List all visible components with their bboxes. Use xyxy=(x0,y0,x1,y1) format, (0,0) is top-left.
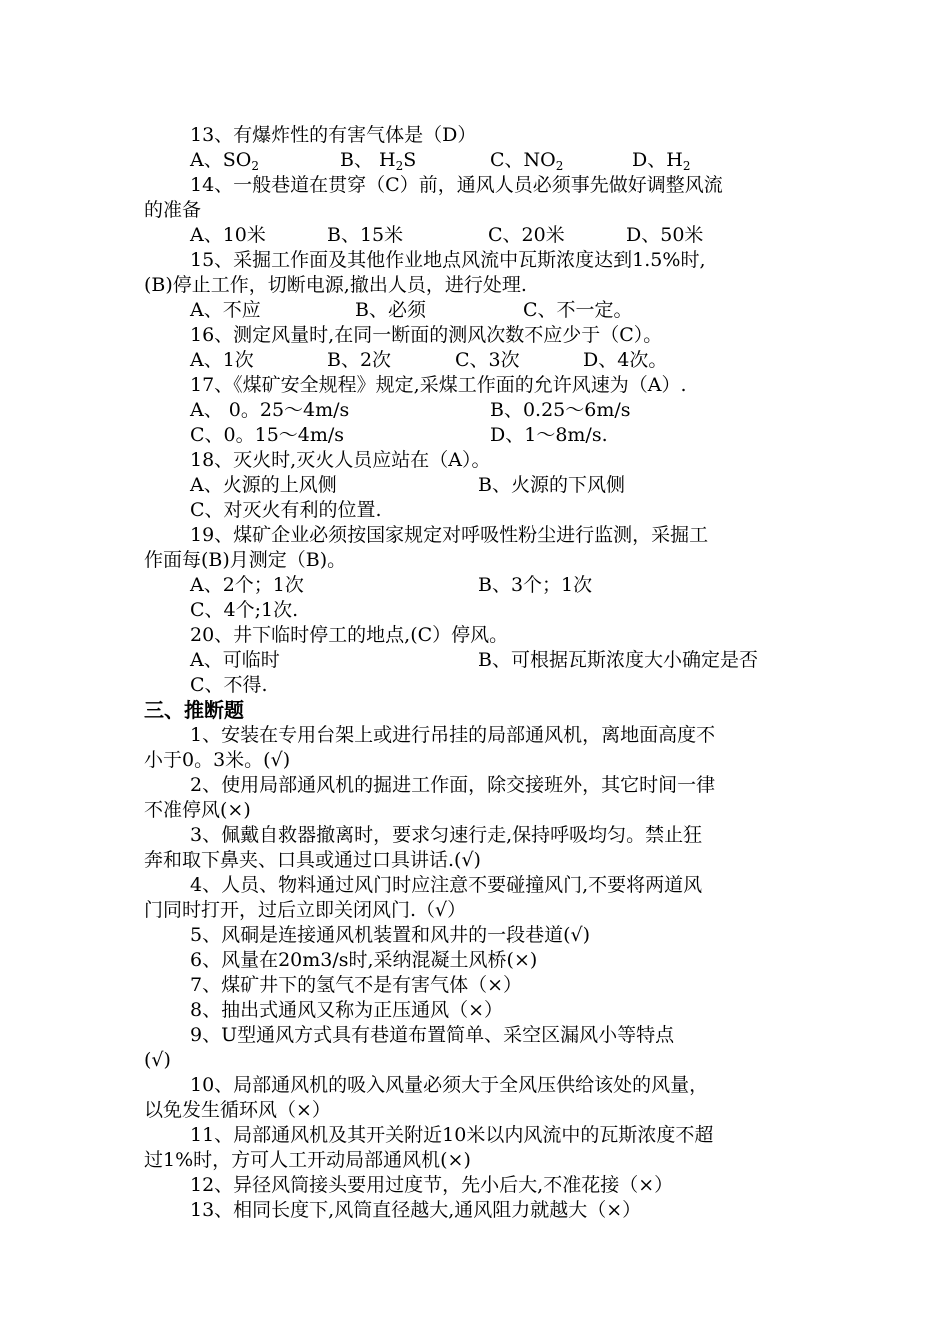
question-14-stem-line2: 的准备 xyxy=(144,199,202,221)
question-15-option-b: B、必须 xyxy=(355,299,426,321)
judgement-item-1-line2: 小于0。3米。(√) xyxy=(144,749,291,771)
judgement-item-6: 6、风量在20m3/s时,采纳混凝土风桥(×) xyxy=(190,949,538,971)
judgement-item-10-line2: 以免发生循环风（×） xyxy=(144,1099,331,1121)
question-20-option-c: C、不得. xyxy=(190,674,268,696)
question-19-stem-line2: 作面每(B)月测定（B)。 xyxy=(144,549,347,571)
question-19-option-b: B、3个；1次 xyxy=(478,574,593,596)
judgement-item-3-line2: 奔和取下鼻夹、口具或通过口具讲话.(√) xyxy=(144,849,481,871)
judgement-item-10-line1: 10、局部通风机的吸入风量必须大于全风压供给该处的风量， xyxy=(190,1074,709,1096)
question-18-option-b: B、火源的下风侧 xyxy=(478,474,625,496)
question-18-option-c: C、对灭火有利的位置. xyxy=(190,499,382,521)
question-17-option-c: C、0。15～4m/s xyxy=(190,424,345,446)
judgement-item-9-line2: (√) xyxy=(144,1049,171,1071)
question-13-option-a: A、$SO_2$ xyxy=(190,149,259,173)
judgement-item-2-line2: 不准停风(×) xyxy=(144,799,251,821)
question-15-stem-line2: (B)停止工作，切断电源,撤出人员，进行处理. xyxy=(144,274,527,296)
question-14-stem-line1: 14、一般巷道在贯穿（C）前，通风人员必须事先做好调整风流 xyxy=(190,174,723,196)
question-16-option-a: A、1次 xyxy=(190,349,254,371)
question-13-option-d: D、$H_2$ xyxy=(632,149,691,173)
question-16-stem: 16、测定风量时,在同一断面的测风次数不应少于（C）。 xyxy=(190,324,663,346)
judgement-item-4-line2: 门同时打开，过后立即关闭风门.（√） xyxy=(144,899,467,921)
question-19-option-a: A、2个；1次 xyxy=(190,574,304,596)
question-20-option-b: B、可根据瓦斯浓度大小确定是否 xyxy=(478,649,758,671)
question-17-option-a: A、 0。25～4m/s xyxy=(190,399,350,421)
judgement-item-5: 5、风硐是连接通风机装置和风井的一段巷道(√) xyxy=(190,924,591,946)
question-14-option-d: D、50米 xyxy=(626,224,704,246)
question-16-option-b: B、2次 xyxy=(327,349,392,371)
judgement-item-8: 8、抽出式通风又称为正压通风（×） xyxy=(190,999,504,1021)
question-13-option-c: C、$NO_2$ xyxy=(490,149,564,173)
judgement-item-11-line1: 11、局部通风机及其开关附近10米以内风流中的瓦斯浓度不超 xyxy=(190,1124,714,1146)
judgement-item-2-line1: 2、使用局部通风机的掘进工作面，除交接班外，其它时间一律 xyxy=(190,774,716,796)
judgement-item-12: 12、异径风筒接头要用过度节，先小后大,不准花接（×） xyxy=(190,1174,674,1196)
judgement-item-9-line1: 9、U型通风方式具有巷道布置简单、采空区漏风小等特点 xyxy=(190,1024,675,1046)
question-14-option-c: C、20米 xyxy=(488,224,565,246)
judgement-item-13: 13、相同长度下,风筒直径越大,通风阻力就越大（×） xyxy=(190,1199,642,1221)
question-18-option-a: A、火源的上风侧 xyxy=(190,474,337,496)
judgement-item-3-line1: 3、佩戴自救器撤离时，要求匀速行走,保持呼吸均匀。禁止狂 xyxy=(190,824,703,846)
question-17-option-b: B、0.25～6m/s xyxy=(490,399,631,421)
question-17-stem: 17、《煤矿安全规程》规定,采煤工作面的允许风速为（A）. xyxy=(190,374,687,396)
question-20-option-a: A、可临时 xyxy=(190,649,280,671)
question-13-stem: 13、有爆炸性的有害气体是（D） xyxy=(190,124,477,146)
question-20-stem: 20、井下临时停工的地点,(C）停风。 xyxy=(190,624,509,646)
question-14-option-a: A、10米 xyxy=(190,224,266,246)
judgement-item-1-line1: 1、安装在专用台架上或进行吊挂的局部通风机，离地面高度不 xyxy=(190,724,716,746)
question-15-option-c: C、不一定。 xyxy=(523,299,633,321)
question-14-option-b: B、15米 xyxy=(327,224,404,246)
question-15-stem-line1: 15、采掘工作面及其他作业地点风流中瓦斯浓度达到1.5%时, xyxy=(190,249,706,271)
question-17-option-d: D、1～8m/s. xyxy=(490,424,608,446)
question-19-stem-line1: 19、煤矿企业必须按国家规定对呼吸性粉尘进行监测，采掘工 xyxy=(190,524,709,546)
question-19-option-c: C、4个;1次. xyxy=(190,599,299,621)
judgement-item-4-line1: 4、人员、物料通过风门时应注意不要碰撞风门,不要将两道风 xyxy=(190,874,703,896)
question-18-stem: 18、灭火时,灭火人员应站在（A）。 xyxy=(190,449,491,471)
question-16-option-d: D、4次。 xyxy=(583,349,668,371)
question-13-option-b: B、 $H_2S$ xyxy=(340,149,417,173)
question-16-option-c: C、3次 xyxy=(455,349,520,371)
judgement-item-11-line2: 过1%时，方可人工开动局部通风机(×) xyxy=(144,1149,471,1171)
question-15-option-a: A、不应 xyxy=(190,299,261,321)
section-heading: 三、推断题 xyxy=(144,698,244,722)
judgement-item-7: 7、煤矿井下的氢气不是有害气体（×） xyxy=(190,974,523,996)
